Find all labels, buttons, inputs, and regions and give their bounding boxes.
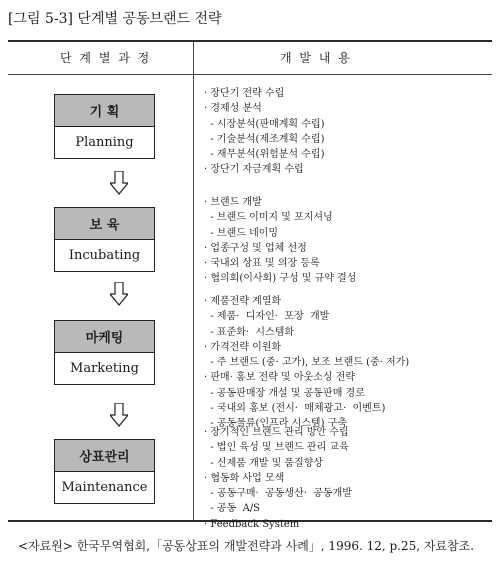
list-item: · Feedback System [204, 518, 300, 530]
table-header [8, 42, 492, 75]
list-item: - 재무분석(위험분석 수립) [204, 149, 325, 161]
content-list-incubating [204, 195, 356, 287]
stage-box-marketing [54, 320, 155, 385]
list-item: · 장기적인 브랜드 관리 방안 수립 [204, 427, 349, 438]
list-item: · 경제성 분석 [204, 103, 262, 115]
list-item: - 브랜드 네이밍 [204, 227, 279, 239]
content-list-maintenance [204, 425, 352, 532]
list-item: - 기술분석(제조계획 수립) [204, 133, 325, 145]
down-arrow-icon [110, 171, 128, 195]
list-item: - 브랜드 이미지 및 포지셔닝 [204, 212, 333, 224]
list-item: - 국내외 홍보 (전시· 매체광고· 이벤트) [204, 403, 386, 415]
list-item: · 장단기 자금계획 수립 [204, 164, 304, 176]
list-item: - 표준화· 시스템화 [204, 326, 295, 338]
stage-table [8, 40, 492, 530]
stage-title-en: Incubating [68, 248, 141, 263]
list-item: - 주 브랜드 (중· 고가), 보조 브랜드 (중· 저가) [204, 357, 410, 369]
figure-caption: [그림 5-3] 단계별 공동브랜드 전략 [8, 11, 222, 27]
list-item: - 공동 A/S [204, 503, 261, 515]
stage-title-en: Marketing [70, 361, 139, 376]
list-item: · 업종구성 및 업체 선정 [204, 242, 307, 254]
header-development-content: 개 발 내 용 [280, 51, 352, 65]
content-list-marketing [204, 294, 409, 432]
stage-title-ko: 기 획 [55, 95, 154, 127]
list-item: · 브랜드 개발 [204, 197, 262, 208]
header-stage-process: 단 계 별 과 정 [60, 51, 152, 65]
stage-title-en: Planning [75, 135, 134, 150]
content-list-planning [204, 86, 325, 178]
stage-title-en: Maintenance [61, 480, 148, 495]
stage-box-maintenance [54, 439, 155, 504]
list-item: - 제품· 디자인· 포장 개발 [204, 311, 330, 323]
source-note: <자료원> 한국무역협회,「공동상표의 개발전략과 사례」, 1996. 12, p.25, 자료참조. [18, 539, 475, 553]
list-item: - 공동판매장 개설 및 공동판매 경로 [204, 387, 365, 399]
stage-box-incubating [54, 207, 155, 272]
down-arrow-icon [110, 282, 128, 306]
stage-title-ko: 보 육 [55, 208, 154, 240]
stage-title-ko: 상표관리 [55, 440, 154, 472]
list-item: · 제품전략 계열화 [204, 296, 282, 307]
list-item: · 장단기 전략 수립 [204, 88, 285, 99]
list-item: - 법인 육성 및 브랜드 관리 교육 [204, 442, 349, 454]
list-item: - 신제품 개발 및 품질향상 [204, 457, 324, 469]
list-item: · 협의회(이사회) 구성 및 규약 결성 [204, 273, 357, 285]
list-item: · 판매· 홍보 전략 및 아웃소싱 전략 [204, 372, 356, 384]
stage-box-planning [54, 94, 155, 159]
list-item: · 협동화 사업 모색 [204, 472, 285, 484]
stage-title-ko: 마케팅 [55, 321, 154, 353]
list-item: - 공동구매· 공동생산· 공동개발 [204, 488, 352, 500]
down-arrow-icon [110, 403, 128, 427]
list-item: · 국내외 상표 및 의장 등록 [204, 258, 320, 270]
list-item: - 공동물류(인프라 시스템) 구축 [204, 418, 347, 430]
list-item: · 가격전략 이원화 [204, 341, 282, 353]
column-divider [193, 42, 194, 520]
list-item: - 시장분석(판매계획 수립) [204, 118, 325, 130]
